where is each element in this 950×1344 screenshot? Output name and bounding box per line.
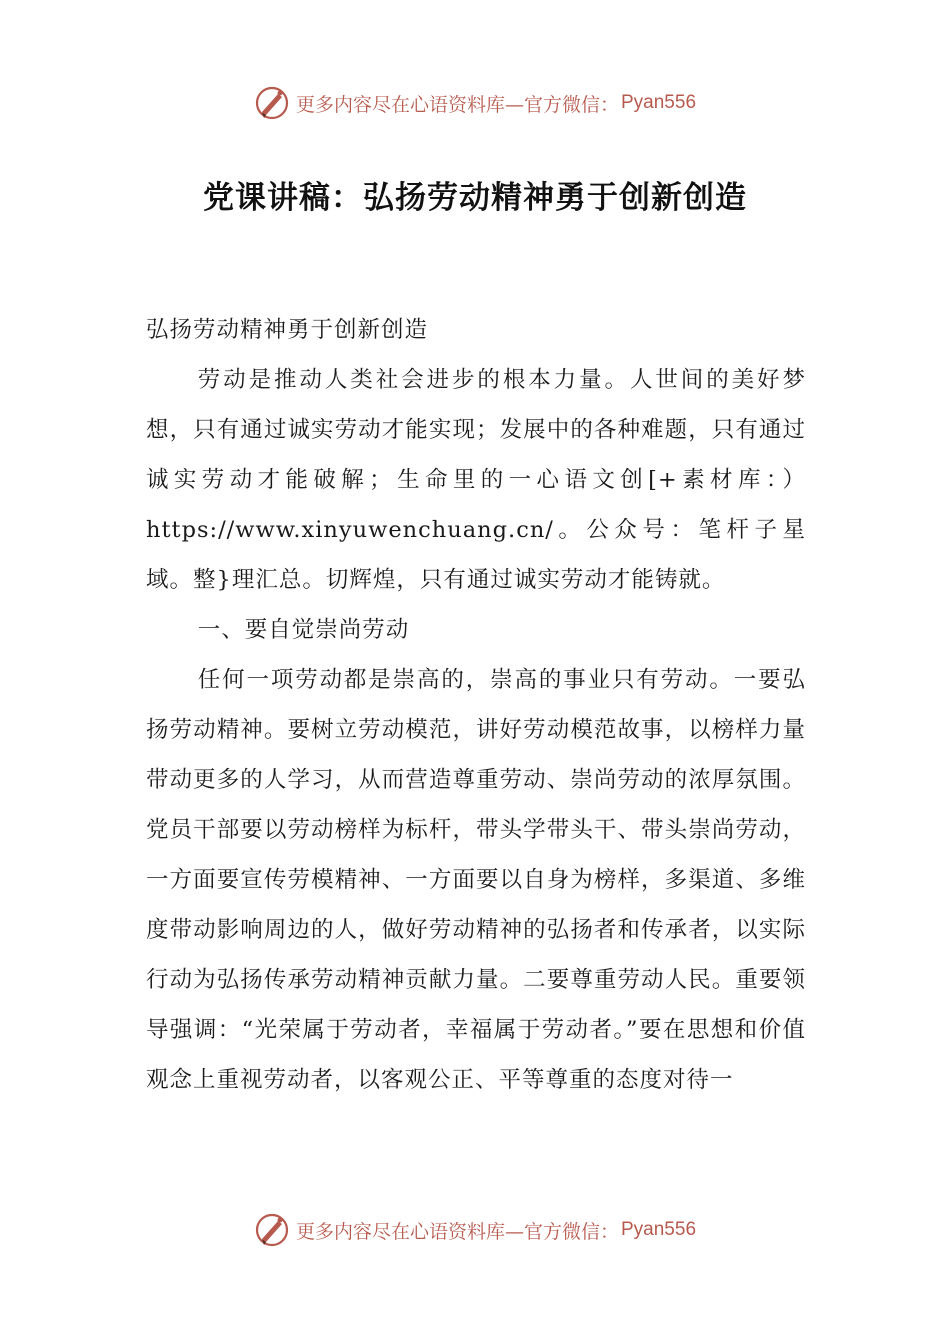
banner-wechat-id: Pyan556	[621, 92, 697, 113]
banner-text: 更多内容尽在心语资料库—官方微信：	[295, 93, 619, 116]
banner-text: 更多内容尽在心语资料库—官方微信：	[295, 1220, 619, 1243]
document-body	[146, 305, 806, 1105]
paragraph: 劳动是推动人类社会进步的根本力量。人世间的美好梦想，只有通过诚实劳动才能实现；发展中的各种难题，只有通过诚实劳动才能破解；生命里的一心语文创[+素材库：）https://www.xinyuwenchuang.cn/。公众号：笔杆子星域。整}理汇总。切辉煌，只有通过诚实劳动才能铸就。	[146, 367, 806, 593]
paragraph: 任何一项劳动都是崇高的，崇高的事业只有劳动。一要弘扬劳动精神。要树立劳动模范，讲好劳动模范故事，以榜样力量带动更多的人学习，从而营造尊重劳动、崇尚劳动的浓厚氛围。党员干部要以劳动榜样为标杆，带头学带头干、带头崇尚劳动，一方面要宣传劳模精神、一方面要以自身为榜样，多渠道、多维度带动影响周边的人，做好劳动精神的弘扬者和传承者，以实际行动为弘扬传承劳动精神贡献力量。二要尊重劳动人民。重要领导强调：“光荣属于劳动者，幸福属于劳动者。”要在思想和价值观念上重视劳动者，以客观公正、平等尊重的态度对待一	[146, 667, 806, 1093]
pen-circle-logo-icon	[254, 1212, 290, 1248]
banner-wechat-id: Pyan556	[621, 1219, 697, 1240]
header-banner	[0, 83, 950, 123]
section-heading: 一、要自觉崇尚劳动	[197, 617, 410, 643]
footer-banner	[0, 1210, 950, 1250]
document-subtitle: 弘扬劳动精神勇于创新创造	[146, 317, 429, 343]
document-title: 党课讲稿：弘扬劳动精神勇于创新创造	[203, 180, 747, 216]
pen-circle-logo-icon	[254, 85, 290, 121]
